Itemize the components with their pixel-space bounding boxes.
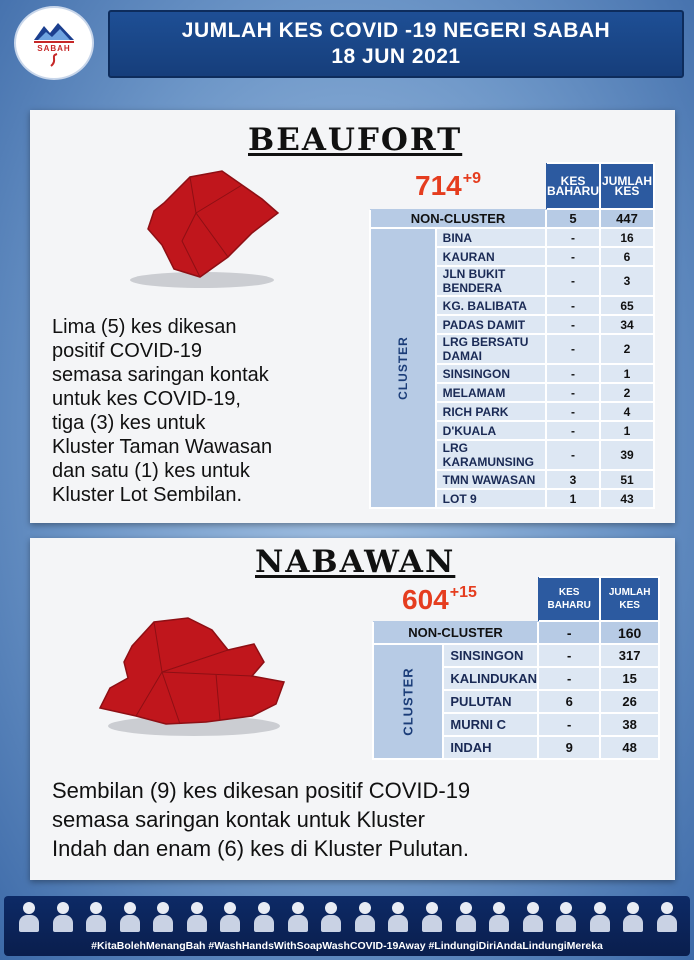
cluster-new: - [546, 296, 600, 315]
cluster-name: PADAS DAMIT [436, 315, 546, 334]
beaufort-description [52, 315, 272, 507]
col-header-line: KES [558, 587, 580, 598]
description-line: semasa saringan kontak untuk Kluster [52, 807, 425, 832]
cluster-total: 3 [600, 266, 654, 296]
page-title: JUMLAH KES COVID -19 NEGERI SABAH [181, 19, 611, 42]
non-cluster-new: - [538, 621, 600, 644]
person-icon [488, 902, 510, 932]
description-line: dan satu (1) kes untuk [52, 460, 250, 482]
person-icon [320, 902, 342, 932]
col-header-line: JUMLAH [608, 587, 651, 598]
cluster-new: - [546, 247, 600, 266]
cluster-new: 9 [538, 736, 600, 759]
col-header-new [546, 163, 600, 209]
description-line: Kluster Lot Sembilan. [52, 484, 243, 506]
beaufort-map-icon [130, 165, 290, 290]
cluster-new: - [538, 713, 600, 736]
cluster-total: 38 [600, 713, 659, 736]
cluster-name: KAURAN [436, 247, 546, 266]
nabawan-description [52, 776, 470, 863]
description-line: positif COVID-19 [52, 340, 203, 362]
cluster-total: 2 [600, 383, 654, 402]
cluster-new: - [546, 228, 600, 247]
cluster-side-label [373, 644, 443, 759]
cluster-label-text: CLUSTER [395, 336, 410, 400]
person-icon [186, 902, 208, 932]
description-line: Indah dan enam (6) kes di Kluster Pulutan. [52, 836, 470, 861]
description-line: Lima (5) kes dikesan [52, 316, 237, 338]
district-title-nabawan: NABAWAN [255, 544, 456, 580]
description-line: Sembilan (9) kes dikesan positif COVID-19 [52, 778, 471, 803]
cluster-new: - [546, 383, 600, 402]
person-icon [555, 902, 577, 932]
cluster-total: 15 [600, 667, 659, 690]
cluster-name: RICH PARK [436, 402, 546, 421]
cluster-total: 26 [600, 690, 659, 713]
cluster-total: 39 [600, 440, 654, 470]
cluster-new: - [546, 402, 600, 421]
cluster-name: LOT 9 [436, 489, 546, 508]
cluster-name: TMN WAWASAN [436, 470, 546, 489]
cluster-new: - [538, 667, 600, 690]
person-icon [85, 902, 107, 932]
cluster-total: 1 [600, 364, 654, 383]
beaufort-new-cases: +9 [462, 170, 481, 187]
person-icon [119, 902, 141, 932]
cluster-new: - [546, 440, 600, 470]
col-header-new [538, 577, 600, 621]
footer-banner [4, 896, 690, 956]
beaufort-panel [30, 110, 675, 523]
description-line: tiga (3) kes untuk [52, 412, 206, 434]
description-line: untuk kes COVID-19, [52, 388, 241, 410]
person-icon [18, 902, 40, 932]
cluster-name: KG. BALIBATA [436, 296, 546, 315]
description-line: semasa saringan kontak [52, 364, 269, 386]
sabah-health-logo-icon [32, 20, 76, 44]
cluster-total: 317 [600, 644, 659, 667]
cluster-total: 65 [600, 296, 654, 315]
col-header-line: KES [614, 184, 640, 198]
cluster-name: D'KUALA [436, 421, 546, 440]
cluster-name: SINSINGON [436, 364, 546, 383]
cluster-new: - [546, 421, 600, 440]
non-cluster-label: NON-CLUSTER [373, 621, 538, 644]
non-cluster-label: NON-CLUSTER [370, 209, 546, 228]
cluster-total: 51 [600, 470, 654, 489]
hashtags: #KitaBolehMenangBah #WashHandsWithSoapWashCOVID-19Away #LindungiDiriAndaLindungiMereka [91, 940, 603, 952]
cluster-new: - [546, 315, 600, 334]
district-title-beaufort: BEAUFORT [248, 122, 463, 158]
cluster-name: BINA [436, 228, 546, 247]
cluster-new: - [538, 644, 600, 667]
non-cluster-total: 447 [600, 209, 654, 228]
nabawan-panel [30, 538, 675, 880]
cluster-total: 1 [600, 421, 654, 440]
sabah-logo [14, 6, 94, 80]
non-cluster-total: 160 [600, 621, 659, 644]
col-header-line: BAHARU [547, 600, 591, 611]
cluster-name: LRG KARAMUNSING [436, 440, 546, 470]
non-cluster-row [373, 621, 659, 644]
cluster-name: JLN BUKIT BENDERA [436, 266, 546, 296]
person-icon [52, 902, 74, 932]
logo-text: SABAH [37, 43, 71, 53]
cluster-side-label [370, 228, 436, 508]
nabawan-new-cases: +15 [449, 584, 477, 601]
person-icon [656, 902, 678, 932]
non-cluster-new: 5 [546, 209, 600, 228]
cluster-new: - [546, 334, 600, 364]
person-icon [354, 902, 376, 932]
report-date: 18 JUN 2021 [331, 45, 461, 68]
col-header-total [600, 163, 654, 209]
col-header-line: JUMLAH [602, 174, 652, 188]
person-icon [387, 902, 409, 932]
cluster-name: KALINDUKAN [443, 667, 538, 690]
cluster-total: 2 [600, 334, 654, 364]
cluster-total: 34 [600, 315, 654, 334]
cluster-label-text: CLUSTER [400, 667, 416, 736]
table-row [373, 644, 659, 667]
cluster-new: 6 [538, 690, 600, 713]
cluster-new: 3 [546, 470, 600, 489]
cluster-name: PULUTAN [443, 690, 538, 713]
beaufort-cases-table [369, 162, 655, 509]
person-icon [253, 902, 275, 932]
person-icon [219, 902, 241, 932]
person-icon [455, 902, 477, 932]
cluster-total: 4 [600, 402, 654, 421]
nabawan-total-value: 604 [402, 584, 449, 615]
cluster-name: MURNI C [443, 713, 538, 736]
cluster-total: 6 [600, 247, 654, 266]
col-header-line: KES [560, 174, 586, 188]
cluster-new: - [546, 364, 600, 383]
cluster-total: 48 [600, 736, 659, 759]
person-icon [421, 902, 443, 932]
person-icon [522, 902, 544, 932]
person-icon [589, 902, 611, 932]
table-row [370, 228, 654, 247]
frontliner-icons [18, 902, 678, 934]
cluster-name: LRG BERSATU DAMAI [436, 334, 546, 364]
description-line: Kluster Taman Wawasan [52, 436, 273, 458]
cluster-name: MELAMAM [436, 383, 546, 402]
col-header-total [600, 577, 659, 621]
person-icon [287, 902, 309, 932]
beaufort-total-value: 714 [415, 170, 462, 201]
nabawan-map-icon [96, 612, 286, 742]
col-header-line: BAHARU [547, 184, 599, 198]
cluster-new: - [546, 266, 600, 296]
cluster-total: 43 [600, 489, 654, 508]
col-header-line: KES [619, 600, 640, 611]
cluster-new: 1 [546, 489, 600, 508]
page-header [108, 10, 684, 78]
cluster-total: 16 [600, 228, 654, 247]
cluster-name: INDAH [443, 736, 538, 759]
nabawan-cases-table [372, 576, 660, 760]
logo-swoosh-icon [49, 53, 59, 67]
non-cluster-row [370, 209, 654, 228]
person-icon [152, 902, 174, 932]
person-icon [622, 902, 644, 932]
cluster-name: SINSINGON [443, 644, 538, 667]
